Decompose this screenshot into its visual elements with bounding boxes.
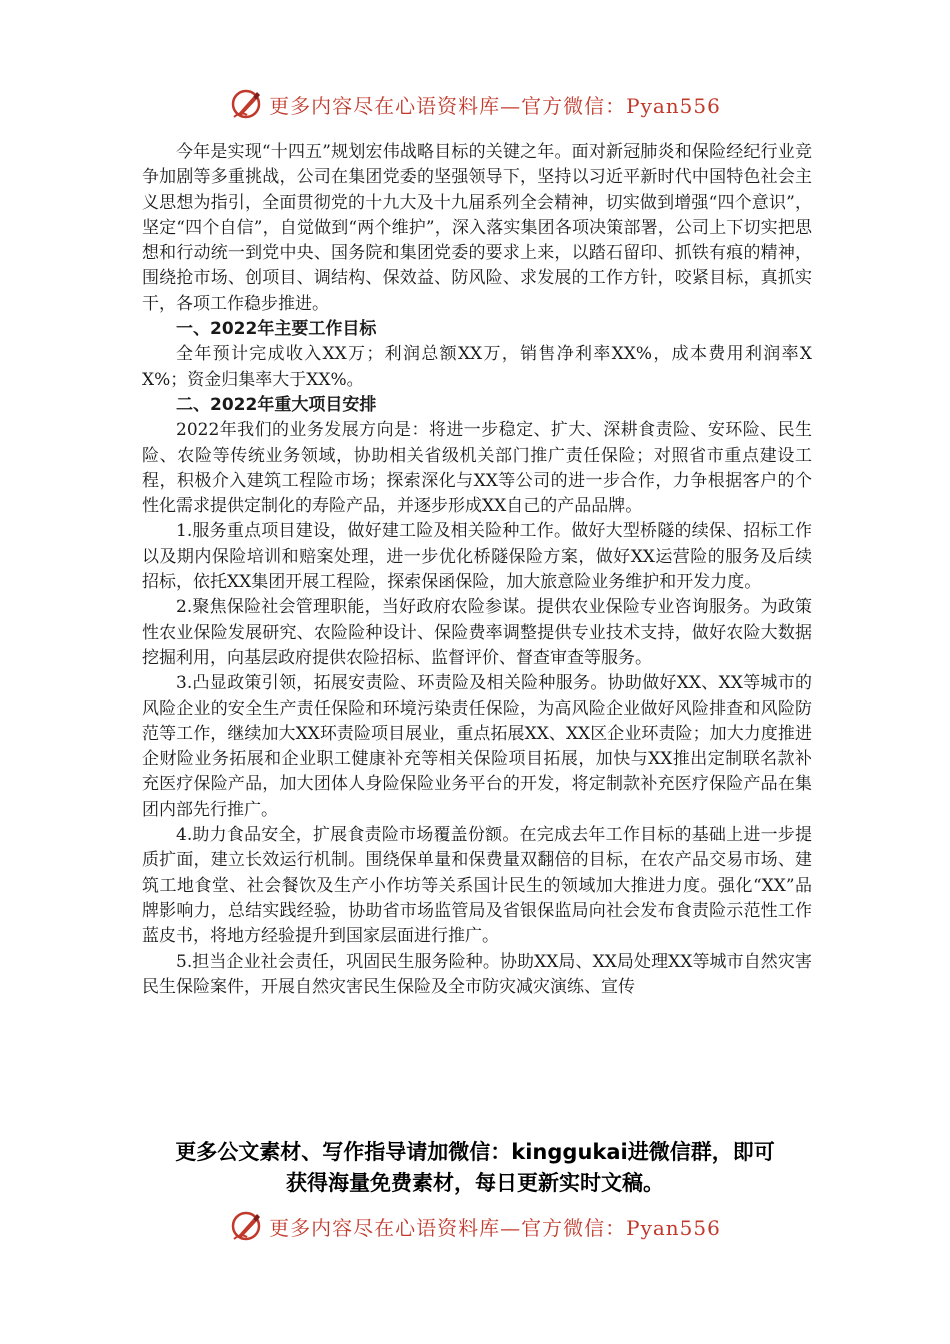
section-heading-projects: 二、2022年重大项目安排 xyxy=(176,394,377,415)
pen-logo-icon xyxy=(229,1209,263,1243)
notice-line-2: 获得海量免费素材，每日更新实时文稿。 xyxy=(286,1171,664,1195)
document-body xyxy=(142,140,812,1000)
project-item-4: 4.助力食品安全，扩展食责险市场覆盖份额。在完成去年工作目标的基础上进一步提质扩面，建立长效运行机制。围绕保单量和保费量双翻倍的目标，在农产品交易市场、建筑工地食堂、社会餐饮及生产小作坊等关系国计民生的领域加大推进力度。强化“XX”品牌影响力，总结实践经验，协助省市场监管局及省银保监局向社会发布食责险示范性工作蓝皮书，将地方经验提升到国家层面进行推广。 xyxy=(142,825,812,947)
section-heading-goals: 一、2022年主要工作目标 xyxy=(176,319,377,340)
bottom-watermark-banner xyxy=(0,1206,950,1246)
direction-paragraph: 2022年我们的业务发展方向是：将进一步稳定、扩大、深耕食责险、安环险、民生险、农险等传统业务领域，协助相关省级机关部门推广责任保险；对照省市重点建设工程，积极介入建筑工程险市场；探索深化与XX等公司的进一步合作，力争根据客户的个性化需求提供定制化的寿险产品，并逐步形成XX自己的产品品牌。 xyxy=(142,420,812,517)
goals-paragraph: 全年预计完成收入XX万；利润总额XX万，销售净利率XX%，成本费用利润率XX%；资金归集率大于XX%。 xyxy=(142,344,812,390)
project-item-1: 1.服务重点项目建设，做好建工险及相关险种工作。做好大型桥隧的续保、招标工作以及期内保险培训和赔案处理，进一步优化桥隧保险方案，做好XX运营险的服务及后续招标，依托XX集团开展工程险，探索保函保险，加大旅意险业务维护和开发力度。 xyxy=(142,521,812,593)
project-item-2: 2.聚焦保险社会管理职能，当好政府农险参谋。提供农业保险专业咨询服务。为政策性农业保险发展研究、农险险种设计、保险费率调整提供专业技术支持，做好农险大数据挖掘利用，向基层政府提供农险招标、监督评价、督查审查等服务。 xyxy=(142,597,812,668)
wechat-notice xyxy=(100,1137,850,1199)
project-item-5: 5.担当企业社会责任，巩固民生服务险种。协助XX局、XX局处理XX等城市自然灾害民生保险案件，开展自然灾害民生保险及全市防灾减灾演练、宣传 xyxy=(142,951,812,997)
intro-paragraph: 今年是实现“十四五”规划宏伟战略目标的关键之年。面对新冠肺炎和保险经纪行业竞争加剧等多重挑战，公司在集团党委的坚强领导下，坚持以习近平新时代中国特色社会主义思想为指引，全面贯彻党的十九大及十九届系列全会精神，切实做到增强“四个意识”，坚定“四个自信”，自觉做到“两个维护”，深入落实集团各项决策部署，公司上下切实把思想和行动统一到党中央、国务院和集团党委的要求上来，以踏石留印、抓铁有痕的精神，围绕抢市场、创项目、调结构、保效益、防风险、求发展的工作方针，咬紧目标，真抓实干，各项工作稳步推进。 xyxy=(142,142,812,314)
banner-text: 更多内容尽在心语资料库—官方微信：Pyan556 xyxy=(269,93,721,118)
top-watermark-banner xyxy=(0,84,950,124)
notice-line-1: 更多公文素材、写作指导请加微信：kinggukai进微信群，即可 xyxy=(175,1140,775,1164)
banner-text: 更多内容尽在心语资料库—官方微信：Pyan556 xyxy=(269,1215,721,1240)
project-item-3: 3.凸显政策引领，拓展安责险、环责险及相关险种服务。协助做好XX、XX等城市的风险企业的安全生产责任保险和环境污染责任保险，为高风险企业做好风险排查和风险防范等工作，继续加大XX环责险项目展业，重点拓展XX、XX区企业环责险；加大力度推进企财险业务拓展和企业职工健康补充等相关保险项目拓展，加快与XX推出定制联名款补充医疗保险产品，加大团体人身险保险业务平台的开发，将定制款补充医疗保险产品在集团内部先行推广。 xyxy=(142,673,812,820)
pen-logo-icon xyxy=(229,87,263,121)
